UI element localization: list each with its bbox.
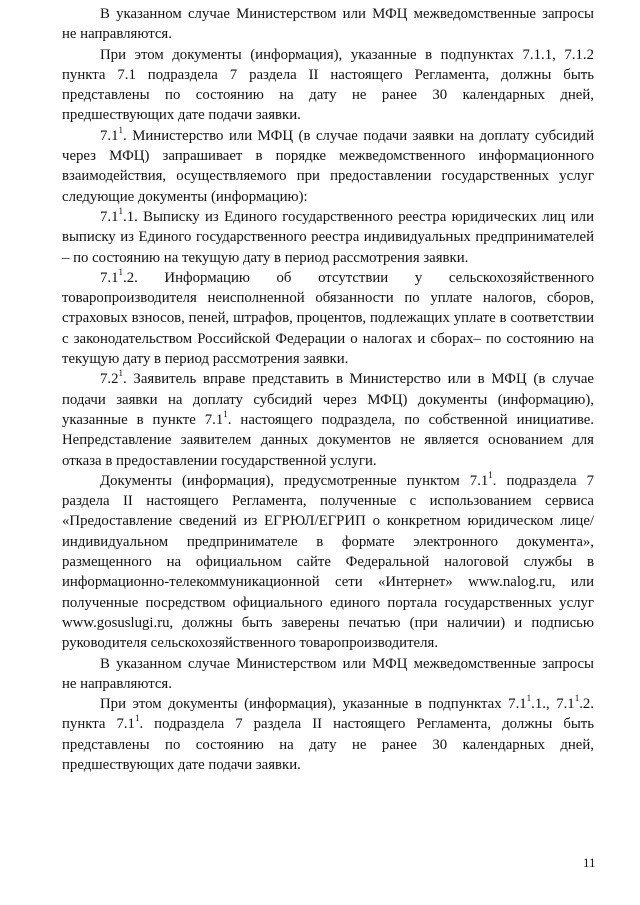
superscript: 1 [574,693,580,704]
superscript: 1 [118,124,123,135]
paragraph-text: . настоящего подраздела, по собственной инициативе. Непредставление заявителем данных документов не является основанием для отказа в предоставлении государственной услуги. [62,411,594,469]
clause-number: 7.2 [100,371,119,388]
page-number: 11 [583,855,596,870]
paragraph-text: .1. Выписку из Единого государственного реестра юридических лиц или выписку из Единого государственного реестра индивидуальных предпринимателей – по состоянию на текущую дату в период рассмотрения заявки. [62,208,594,266]
paragraph [62,694,594,775]
paragraph-text: . подраздела 7 раздела II настоящего Регламента, должны быть представлены по состоянию на дату не ранее 30 календарных дней, предшествующих дате подачи заявки. [62,716,594,773]
paragraph-text: Документы (информация), предусмотренные пунктом 7.1 [100,472,489,489]
superscript: 1 [488,469,493,480]
superscript: 1 [134,713,140,724]
paragraph-text: При этом документы (информация), указанные в подпунктах 7.1 [100,696,527,713]
paragraph-text: При этом документы (информация), указанные в подпунктах 7.1.1, 7.1.2 пункта 7.1 подраздела 7 раздела II настоящего Регламента, должны быть представлены по состоянию на дату не ранее 30 календарных дней, предшествующих дате подачи заявки. [62,46,594,124]
paragraph-text: .2. Информацию об отсутствии у сельскохозяйственного товаропроизводителя неисполненной обязанности по уплате налогов, сборов, страховых взносов, пеней, штрафов, процентов, подлежащих уплате в соответствии с законодательством Российской Федерации о налогах и сборах– по состоянию на текущую дату в период рассмотрения заявки. [62,269,594,368]
paragraph-text: В указанном случае Министерством или МФЦ межведомственные запросы не направляются. [62,655,594,692]
superscript: 1 [223,409,228,420]
paragraph [62,207,594,268]
paragraph-text: .2. пункта 7.1 [62,696,594,733]
document-page [62,4,594,775]
clause-number: 7.1 [100,269,119,286]
paragraph [62,45,594,126]
paragraph-text: . Министерство или МФЦ (в случае подачи заявки на доплату субсидий через МФЦ) запрашивает в порядке межведомственного информационного взаимодействия, осуществляемого при предоставлении государственных услуг следующие документы (информацию): [62,127,594,205]
paragraph-text: . Заявитель вправе представить в Министерство или в МФЦ (в случае подачи заявки на доплату субсидий через МФЦ) документы (информацию), указанные в пункте 7.1 [62,371,594,428]
clause-number: 7.1 [100,127,119,144]
superscript: 1 [118,368,123,379]
superscript: 1 [118,266,123,277]
superscript: 1 [526,693,532,704]
superscript: 1 [118,206,123,217]
clause-number: 7.1 [100,208,119,225]
paragraph [62,4,594,45]
paragraph [62,369,594,470]
paragraph-text: . подраздела 7 раздела II настоящего Регламента, полученные с использованием сервиса «Предоставление сведений из ЕГРЮЛ/ЕГРИП о конкретном юридическом лице/индивидуальном предпринимателе в формате электронного документа», размещенного на официальном сайте Федеральной налоговой службы в информационно-телекоммуникационной сети «Интернет» www.nalog.ru, или полученные посредством официального единого портала государственных услуг www.gosuslugi.ru, должны быть заверены печатью (при наличии) и подписью руководителя сельскохозяйственного товаропроизводителя. [62,472,594,652]
paragraph [62,654,594,695]
paragraph [62,471,594,654]
paragraph [62,268,594,369]
paragraph-text: В указанном случае Министерством или МФЦ межведомственные запросы не направляются. [62,6,594,43]
paragraph [62,126,594,207]
paragraph-text: .1., 7.1 [531,696,575,713]
